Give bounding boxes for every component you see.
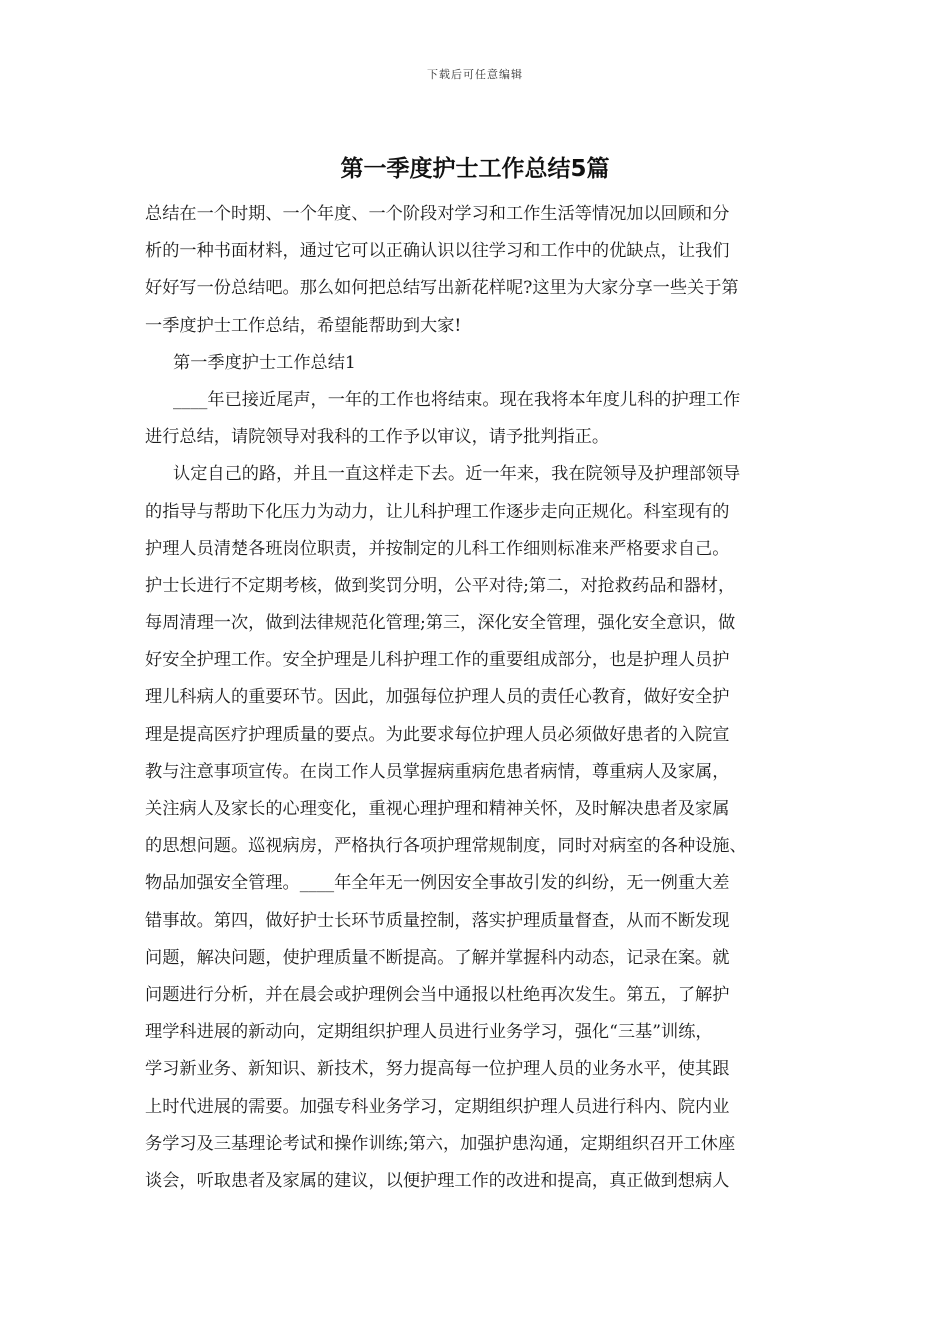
body-line: 务学习及三基理论考试和操作训练;第六，加强护患沟通，定期组织召开工休座 xyxy=(145,1133,736,1154)
body-line: 第一季度护士工作总结1 xyxy=(173,352,356,373)
document-title: 第一季度护士工作总结5篇 xyxy=(340,156,610,182)
body-line: 错事故。第四，做好护士长环节质量控制，落实护理质量督查，从而不断发现 xyxy=(145,910,730,931)
body-line: ____年已接近尾声，一年的工作也将结束。现在我将本年度儿科的护理工作 xyxy=(173,389,741,410)
body-line: 护理人员清楚各班岗位职责，并按制定的儿科工作细则标准来严格要求自己。 xyxy=(145,538,730,559)
body-line: 学习新业务、新知识、新技术，努力提高每一位护理人员的业务水平，使其跟 xyxy=(145,1059,730,1080)
body-line: 的思想问题。巡视病房，严格执行各项护理常规制度，同时对病室的各种设施、 xyxy=(145,836,747,857)
page-header-note: 下载后可任意编辑 xyxy=(427,68,523,81)
body-line: 认定自己的路，并且一直这样走下去。近一年来，我在院领导及护理部领导 xyxy=(173,464,741,485)
body-line: 每周清理一次，做到法律规范化管理;第三，深化安全管理，强化安全意识，做 xyxy=(145,613,736,634)
body-line: 上时代进展的需要。加强专科业务学习，定期组织护理人员进行科内、院内业 xyxy=(145,1096,730,1117)
body-line: 总结在一个时期、一个年度、一个阶段对学习和工作生活等情况加以回顾和分 xyxy=(145,204,730,224)
body-line: 护士长进行不定期考核，做到奖罚分明，公平对待;第二，对抢救药品和器材， xyxy=(145,575,736,596)
body-line: 析的一种书面材料，通过它可以正确认识以往学习和工作中的优缺点，让我们 xyxy=(145,241,730,262)
body-line: 理是提高医疗护理质量的要点。为此要求每位护理人员必须做好患者的入院宣 xyxy=(145,724,730,745)
body-line: 理儿科病人的重要环节。因此，加强每位护理人员的责任心教育，做好安全护 xyxy=(145,687,730,708)
body-line: 好安全护理工作。安全护理是儿科护理工作的重要组成部分，也是护理人员护 xyxy=(145,650,730,671)
body-line: 的指导与帮助下化压力为动力，让儿科护理工作逐步走向正规化。科室现有的 xyxy=(145,501,730,522)
body-line: 理学科进展的新动向，定期组织护理人员进行业务学习，强化“三基”训练， xyxy=(145,1022,713,1043)
body-line: 谈会，听取患者及家属的建议，以便护理工作的改进和提高，真正做到想病人 xyxy=(145,1170,730,1191)
document-body xyxy=(145,196,810,1200)
body-line: 教与注意事项宣传。在岗工作人员掌握病重病危患者病情，尊重病人及家属， xyxy=(145,761,730,782)
body-line: 好好写一份总结吧。那么如何把总结写出新花样呢?这里为大家分享一些关于第 xyxy=(145,278,739,299)
body-line: 问题，解决问题，使护理质量不断提高。了解并掌握科内动态，记录在案。就 xyxy=(145,947,730,968)
body-line: 进行总结，请院领导对我科的工作予以审议，请予批判指正。 xyxy=(145,427,610,448)
body-line: 物品加强安全管理。____年全年无一例因安全事故引发的纠纷，无一例重大差 xyxy=(145,873,730,894)
body-line: 问题进行分析，并在晨会或护理例会当中通报以杜绝再次发生。第五，了解护 xyxy=(145,984,730,1005)
body-line: 关注病人及家长的心理变化，重视心理护理和精神关怀，及时解决患者及家属 xyxy=(145,799,730,819)
body-line: 一季度护士工作总结，希望能帮助到大家! xyxy=(145,315,462,336)
